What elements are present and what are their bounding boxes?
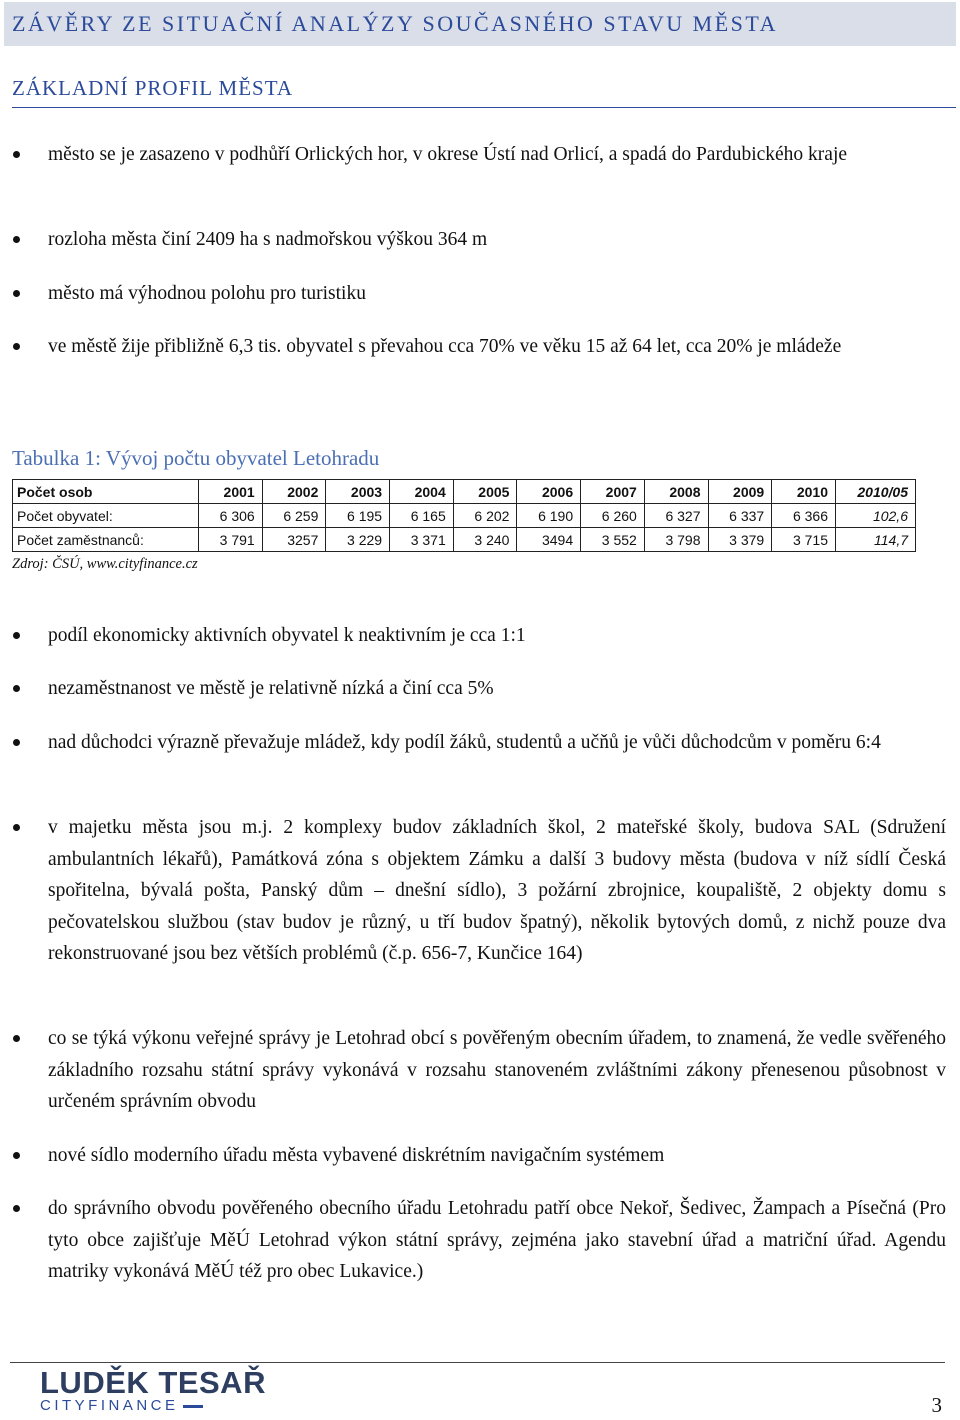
table-cell: 6 259 [262,504,326,528]
header-cell: 2009 [708,480,772,504]
list-item: v majetku města jsou m.j. 2 komplexy budov základních škol, 2 mateřské školy, budova SAL (Sdružení ambulantních lékařů), Památková zóna s objektem Zámku a další 3 budovy města (budova v níž sídlí Česká spořitelna, bývalá pošta, Panský dům – dnešní sídlo), 3 požární zbrojnice, koupaliště, 2 objekty domu s pečovatelskou službou (stav budov je různý, u tří budov špatný), několik bytových domů, z nichž pouze dva rekonstruované jsou bez větších problémů (č.p. 656-7, Kunčice 164) [48,812,946,970]
list-item: podíl ekonomicky aktivních obyvatel k neaktivním je cca 1:1 [48,620,946,652]
logo-subtitle [40,1397,247,1415]
table-row [13,528,916,552]
list-item: nezaměstnanost ve městě je relativně nízká a činí cca 5% [48,673,946,705]
table-caption: Tabulka 1: Vývoj počtu obyvatel Letohradu [12,446,380,470]
population-table [12,479,916,552]
logo-subtitle-text: CITYFINANCE [40,1397,179,1414]
table-cell: Počet zaměstnanců: [13,528,199,552]
table-source: Zdroj: ČSÚ, www.cityfinance.cz [12,556,198,572]
header-cell: 2005 [453,480,517,504]
table-cell: 102,6 [836,504,916,528]
table-cell: 114,7 [836,528,916,552]
table-header-row [13,480,916,504]
table-cell: 3494 [517,528,581,552]
header-cell: 2010 [772,480,836,504]
table-cell: 6 327 [644,504,708,528]
table-row [13,504,916,528]
table-cell: 3 229 [326,528,390,552]
list-item: město se je zasazeno v podhůří Orlických hor, v okrese Ústí nad Orlicí, a spadá do Pardubického kraje [48,139,946,171]
list-item: nad důchodci výrazně převažuje mládež, kdy podíl žáků, studentů a učňů je vůči důchodcům v poměru 6:4 [48,727,946,759]
table-cell: 6 195 [326,504,390,528]
table-cell: 6 165 [390,504,454,528]
page-number: 3 [931,1393,942,1417]
table-cell: 3257 [262,528,326,552]
table-cell: 6 260 [581,504,645,528]
table-cell: 3 240 [453,528,517,552]
list-item: rozloha města činí 2409 ha s nadmořskou výškou 364 m [48,224,946,256]
list-item: město má výhodnou polohu pro turistiku [48,278,946,310]
table-cell: 6 202 [453,504,517,528]
table-cell: 3 715 [772,528,836,552]
header-cell: Počet osob [13,480,199,504]
table-cell: Počet obyvatel: [13,504,199,528]
table-cell: 6 337 [708,504,772,528]
header-cell: 2007 [581,480,645,504]
section-heading: ZÁKLADNÍ PROFIL MĚSTA [12,76,956,108]
table-cell: 3 379 [708,528,772,552]
logo-name: LUDĚK TESAŘ [40,1365,266,1400]
table-cell: 6 306 [199,504,263,528]
header-cell: 2002 [262,480,326,504]
chapter-banner: ZÁVĚRY ZE SITUAČNÍ ANALÝZY SOUČASNÉHO STAVU MĚSTA [4,2,956,46]
footer-divider [10,1362,945,1363]
header-cell: 2006 [517,480,581,504]
list-item: ve městě žije přibližně 6,3 tis. obyvatel s převahou cca 70% ve věku 15 až 64 let, cca 20% je mládeže [48,331,946,363]
header-cell: 2008 [644,480,708,504]
header-cell: 2003 [326,480,390,504]
list-item: do správního obvodu pověřeného obecního úřadu Letohradu patří obce Nekoř, Šedivec, Žampach a Písečná (Pro tyto obce zajišťuje MěÚ Letohrad výkon státní správy, zejména jako stavební úřad a matriční úřad. Agendu matriky vykonává MěÚ též pro obec Lukavice.) [48,1193,946,1288]
table-cell: 3 798 [644,528,708,552]
table-cell: 6 366 [772,504,836,528]
list-item: co se týká výkonu veřejné správy je Letohrad obcí s pověřeným obecním úřadem, to znamená, že vedle svěřeného základního rozsahu státní správy vykonává v rozsahu stanoveném zvláštními zákony přenesenou působnost v určeném správním obvodu [48,1023,946,1118]
header-cell: 2001 [199,480,263,504]
list-item: nové sídlo moderního úřadu města vybavené diskrétním navigačním systémem [48,1140,946,1172]
header-cell: 2010/05 [836,480,916,504]
header-cell: 2004 [390,480,454,504]
table-cell: 3 552 [581,528,645,552]
table-cell: 3 371 [390,528,454,552]
logo-accent-bar [183,1405,203,1408]
table-cell: 6 190 [517,504,581,528]
table-cell: 3 791 [199,528,263,552]
